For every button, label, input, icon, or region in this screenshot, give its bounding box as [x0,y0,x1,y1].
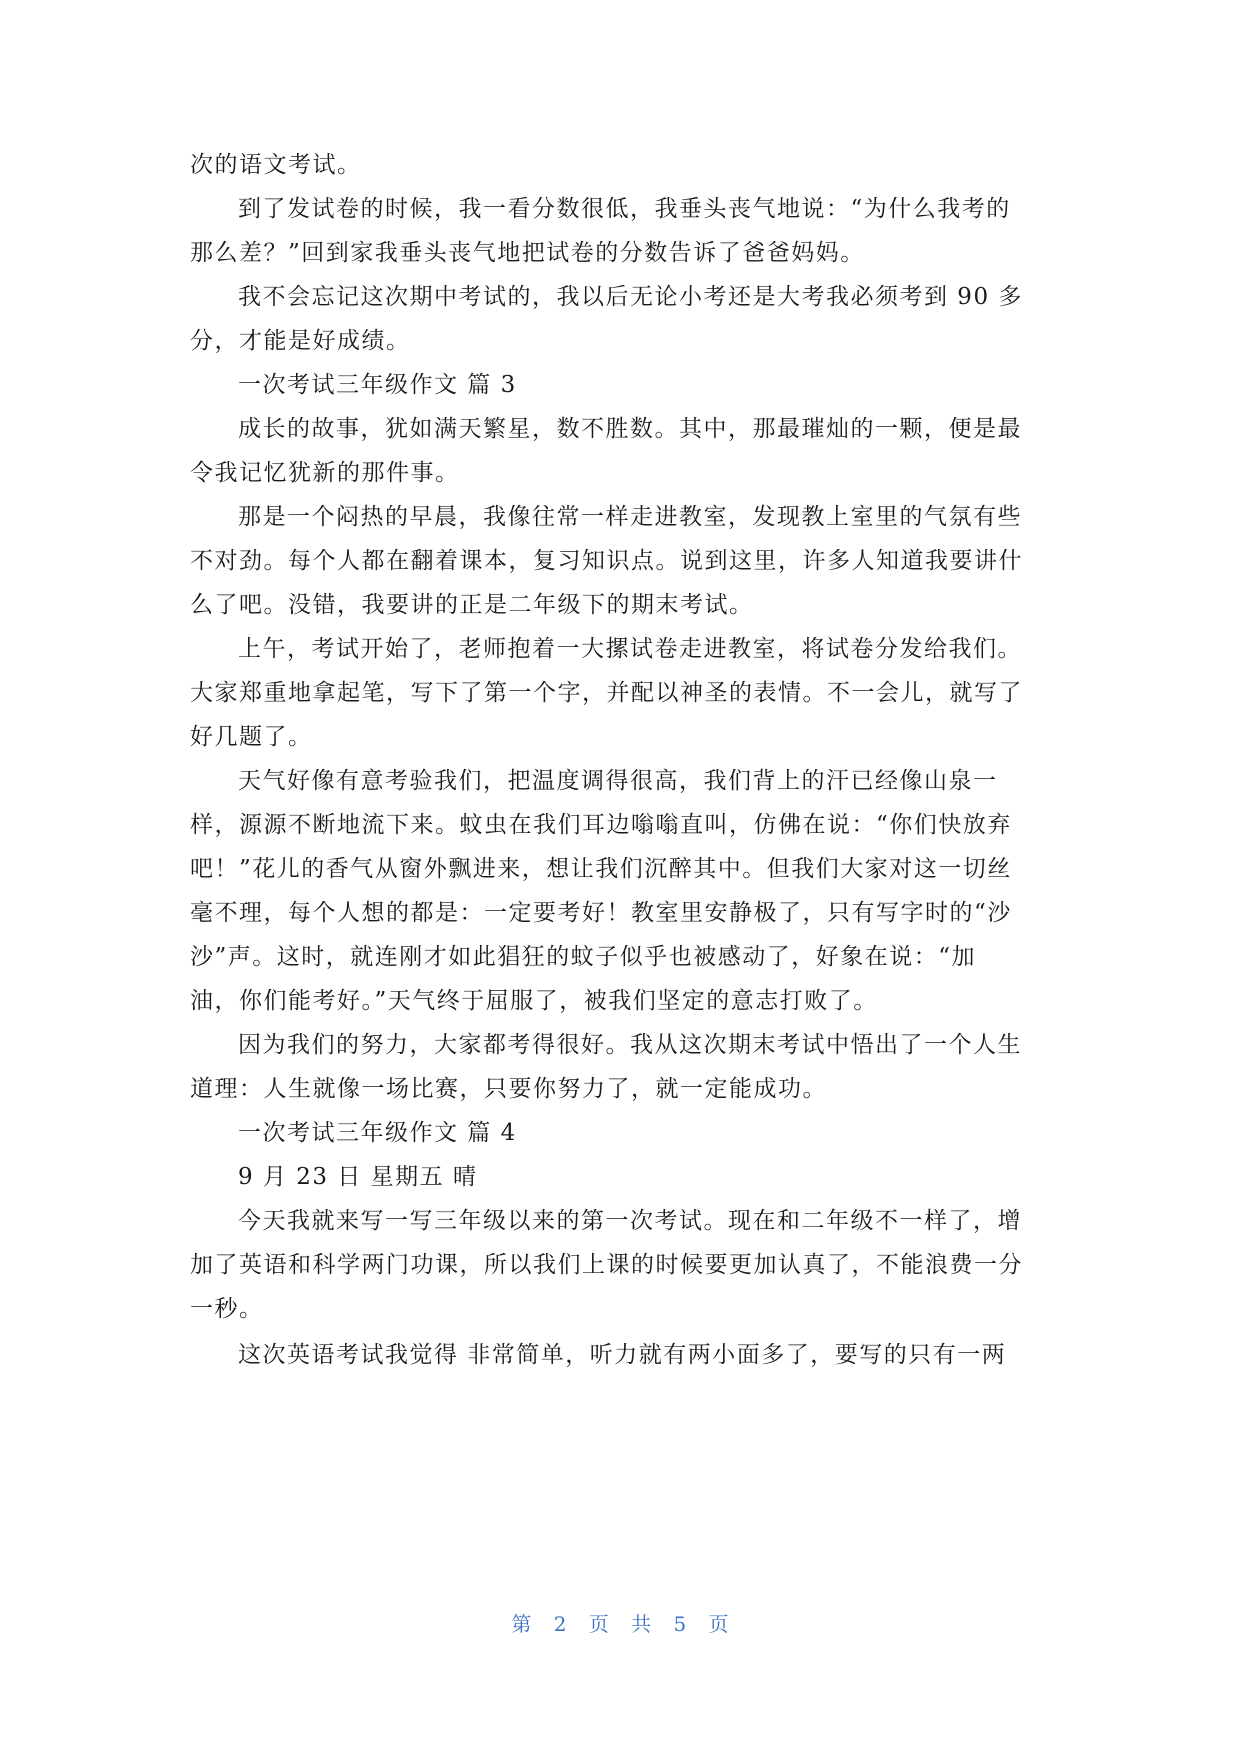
text-line: 油，你们能考好。”天气终于屈服了，被我们坚定的意志打败了。 [190,988,878,1014]
text-line: 么了吧。没错，我要讲的正是二年级下的期末考试。 [190,592,754,618]
text-line: 吧！”花儿的香气从窗外飘进来，想让我们沉醉其中。但我们大家对这一切丝 [190,856,1012,882]
text-line: 加了英语和科学两门功课，所以我们上课的时候要更加认真了，不能浪费一分 [190,1252,1023,1278]
text-line: 这次英语考试我觉得 非常简单，听力就有两小面多了，要写的只有一两 [238,1342,1007,1368]
text-line: 上午，考试开始了，老师抱着一大摞试卷走进教室，将试卷分发给我们。 [238,636,1022,662]
page-number-footer: 第 2 页 共 5 页 [511,1612,730,1636]
section-heading: 一次考试三年级作文 篇 3 [238,372,517,398]
text-line: 道理：人生就像一场比赛，只要你努力了，就一定能成功。 [190,1076,827,1102]
text-line: 样，源源不断地流下来。蚊虫在我们耳边嗡嗡直叫，仿佛在说：“你们快放弃 [190,812,1012,838]
text-line: 今天我就来写一写三年级以来的第一次考试。现在和二年级不一样了，增 [238,1208,1022,1234]
text-line: 不对劲。每个人都在翻着课本，复习知识点。说到这里，许多人知道我要讲什 [190,548,1023,574]
text-line: 好几题了。 [190,724,313,750]
text-line: 那是一个闷热的早晨，我像往常一样走进教室，发现教上室里的气氛有些 [238,504,1022,530]
text-line: 因为我们的努力，大家都考得很好。我从这次期末考试中悟出了一个人生 [238,1032,1022,1058]
text-line: 成长的故事，犹如满天繁星，数不胜数。其中，那最璀灿的一颗，便是最 [238,416,1022,442]
section-heading: 一次考试三年级作文 篇 4 [238,1120,517,1146]
text-line: 次的语文考试。 [190,152,362,178]
text-line: 令我记忆犹新的那件事。 [190,460,460,486]
text-line: 沙”声。这时，就连刚才如此猖狂的蚊子似乎也被感动了，好象在说：“加 [190,944,977,970]
text-line: 到了发试卷的时候，我一看分数很低，我垂头丧气地说：“为什么我考的 [238,196,1011,222]
text-line: 分，才能是好成绩。 [190,328,411,354]
text-line: 一秒。 [190,1296,264,1322]
text-line: 我不会忘记这次期中考试的，我以后无论小考还是大考我必须考到 90 多 [238,284,1023,310]
text-line: 毫不理，每个人想的都是：一定要考好！教室里安静极了，只有写字时的“沙 [190,900,1012,926]
diary-date: 9 月 23 日 星期五 晴 [238,1164,478,1190]
text-line: 大家郑重地拿起笔，写下了第一个字，并配以神圣的表情。不一会儿，就写了 [190,680,1023,706]
text-line: 那么差？”回到家我垂头丧气地把试卷的分数告诉了爸爸妈妈。 [190,240,865,266]
text-line: 天气好像有意考验我们，把温度调得很高，我们背上的汗已经像山泉一 [238,768,998,794]
